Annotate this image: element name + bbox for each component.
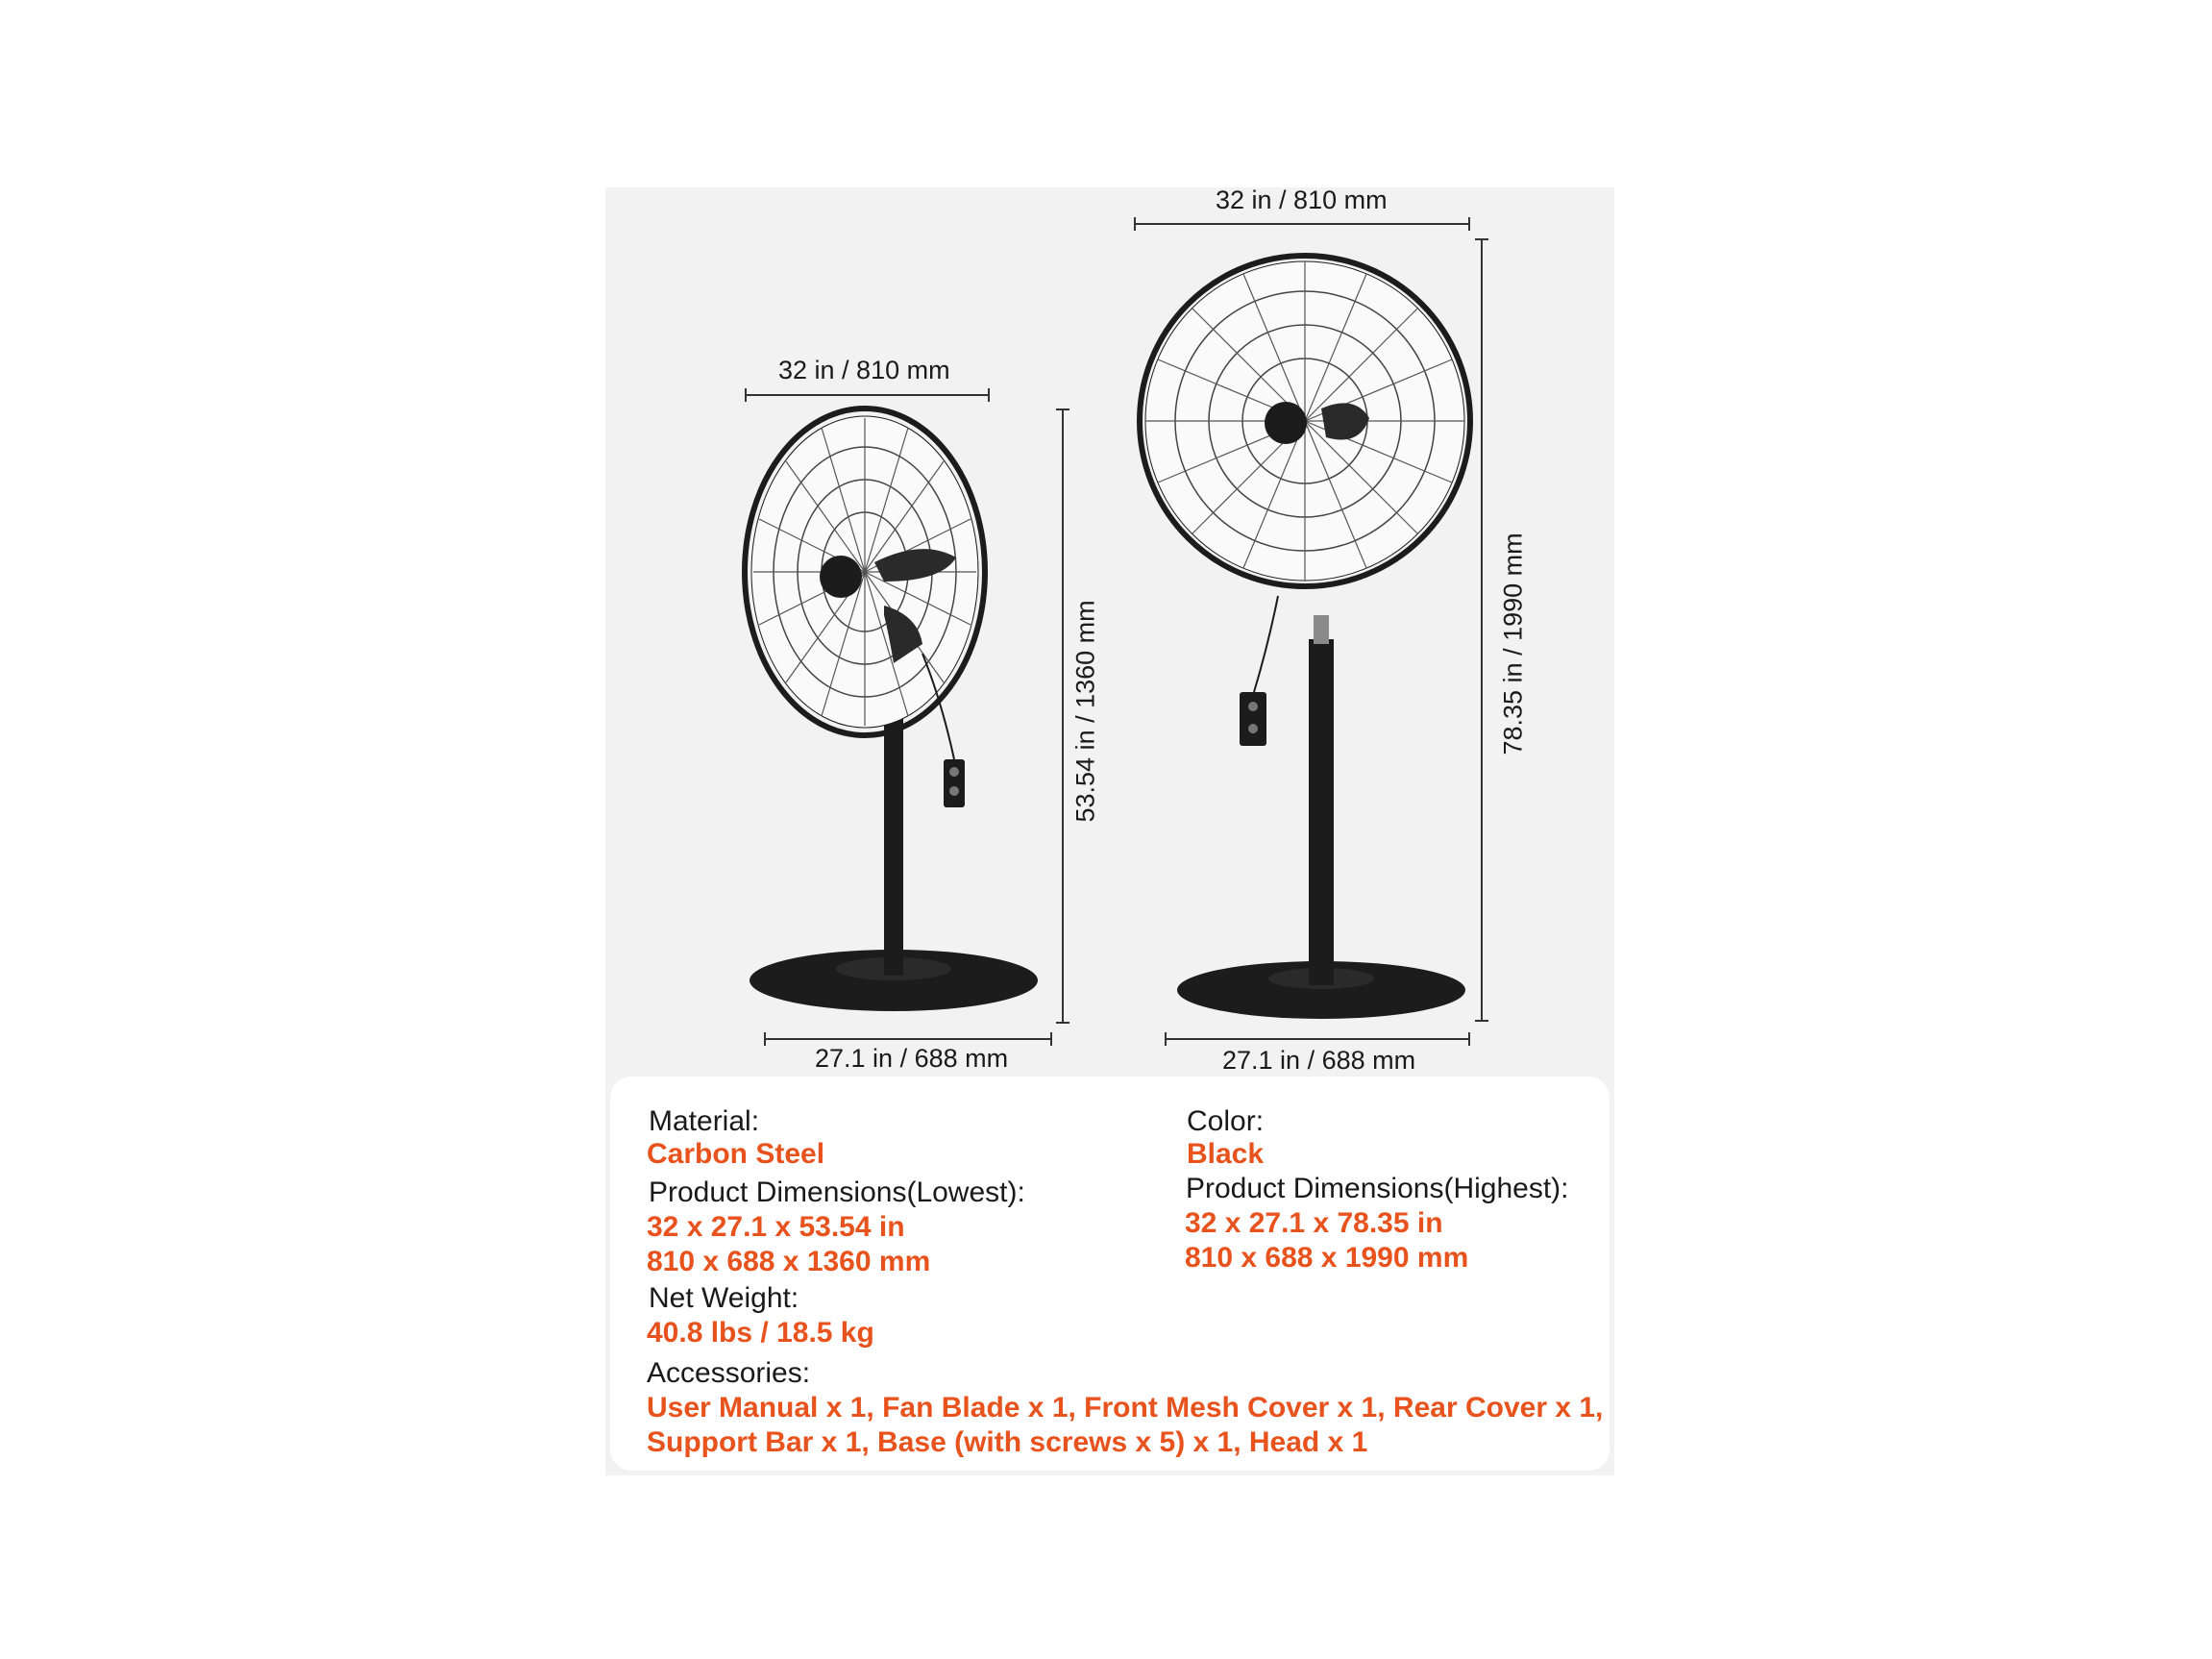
high-width-label: 32 in / 810 mm bbox=[1216, 186, 1388, 214]
material-label: Material: bbox=[649, 1105, 760, 1137]
accessories-line2: Support Bar x 1, Base (with screws x 5) x 1, Head x 1 bbox=[647, 1426, 1368, 1458]
high-width-dimension-line bbox=[1134, 223, 1470, 225]
dims-high-mm: 810 x 688 x 1990 mm bbox=[1185, 1242, 1469, 1274]
high-height-label: 78.35 in / 1990 mm bbox=[1498, 532, 1528, 755]
low-height-label: 53.54 in / 1360 mm bbox=[1070, 600, 1100, 823]
color-label: Color: bbox=[1187, 1105, 1265, 1137]
high-base-dimension-line bbox=[1165, 1038, 1470, 1040]
high-height-dimension-line bbox=[1481, 238, 1483, 1022]
fan-lowest-illustration bbox=[730, 394, 1076, 1038]
low-base-label: 27.1 in / 688 mm bbox=[815, 1044, 1009, 1073]
low-height-dimension-line bbox=[1062, 409, 1064, 1024]
high-base-label: 27.1 in / 688 mm bbox=[1222, 1046, 1416, 1075]
dims-low-mm: 810 x 688 x 1360 mm bbox=[647, 1246, 931, 1277]
fan-highest-illustration bbox=[1134, 231, 1480, 1028]
weight-value: 40.8 lbs / 18.5 kg bbox=[647, 1317, 874, 1349]
dims-high-in: 32 x 27.1 x 78.35 in bbox=[1185, 1207, 1443, 1239]
low-width-dimension-line bbox=[745, 394, 990, 396]
color-value: Black bbox=[1187, 1138, 1265, 1170]
spec-card bbox=[610, 1077, 1610, 1471]
dims-low-in: 32 x 27.1 x 53.54 in bbox=[647, 1211, 905, 1243]
weight-label: Net Weight: bbox=[649, 1282, 799, 1314]
accessories-label: Accessories: bbox=[647, 1357, 811, 1389]
material-value: Carbon Steel bbox=[647, 1138, 825, 1170]
dims-high-label: Product Dimensions(Highest): bbox=[1186, 1173, 1569, 1204]
accessories-line1: User Manual x 1, Fan Blade x 1, Front Mesh Cover x 1, Rear Cover x 1, bbox=[647, 1392, 1604, 1424]
dims-low-label: Product Dimensions(Lowest): bbox=[649, 1176, 1025, 1208]
low-base-dimension-line bbox=[764, 1038, 1052, 1040]
low-width-label: 32 in / 810 mm bbox=[778, 356, 950, 384]
